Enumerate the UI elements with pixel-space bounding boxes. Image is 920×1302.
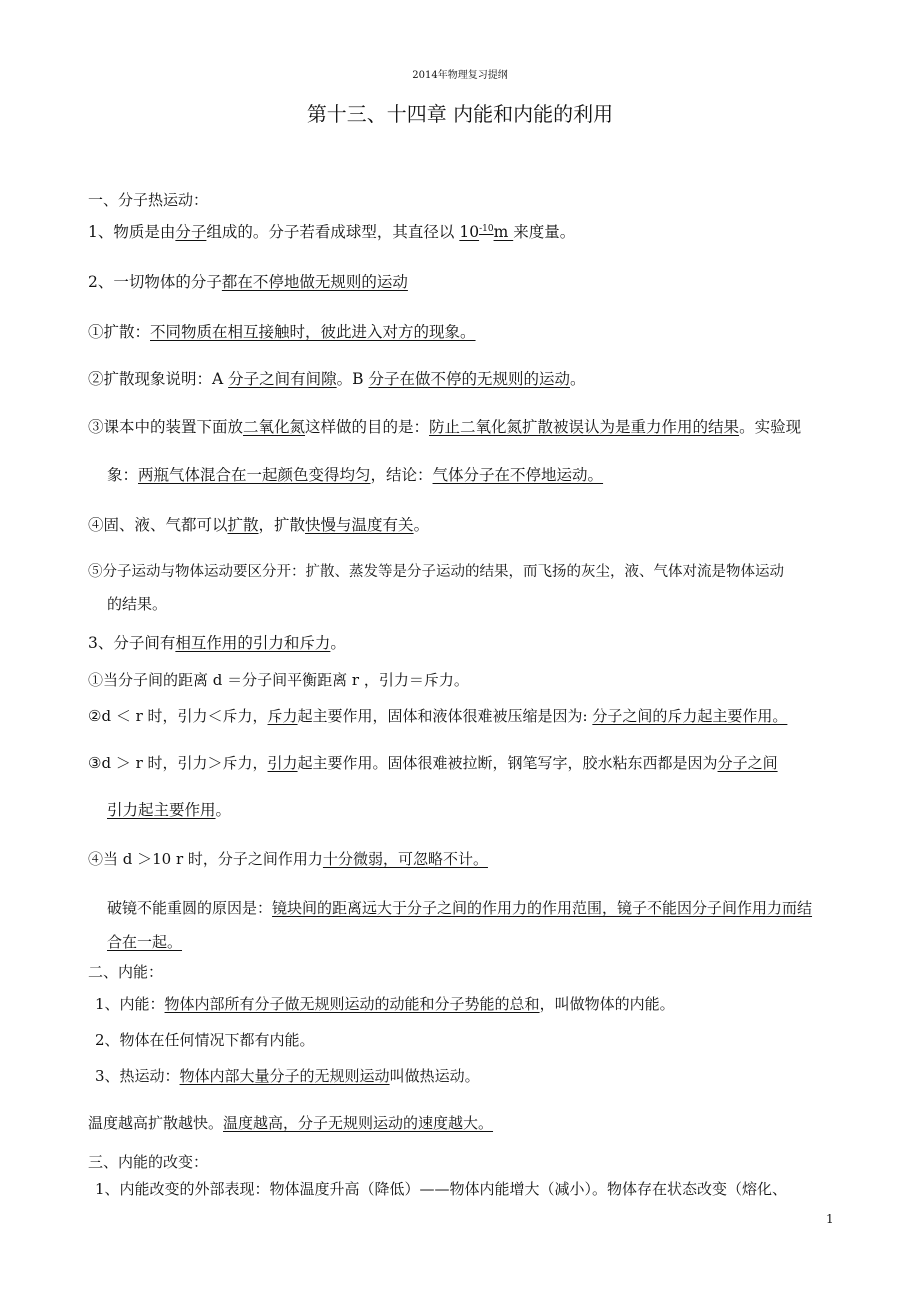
text-line [107, 594, 167, 614]
underlined-answer: 引力 [267, 754, 298, 772]
underlined-answer: 合在一起。 [107, 933, 183, 951]
text-line [88, 633, 346, 653]
text-line [88, 706, 787, 726]
text-segment: 。实验现 [739, 418, 802, 436]
text-segment: 象： [107, 466, 139, 484]
text-line [88, 322, 476, 342]
underlined-answer: 引力起主要作用 [107, 801, 216, 819]
text-segment: 一、分子热运动： [88, 191, 209, 209]
text-segment: 二、内能： [88, 963, 164, 981]
text-segment: ，结论： [370, 466, 433, 484]
underlined-answer: m [493, 223, 514, 241]
text-segment: 1、物质是由 [88, 223, 176, 241]
text-line [107, 932, 182, 952]
page-header: 2014年物理复习提纲 [412, 70, 508, 81]
underlined-answer: 气体分子在不停地运动。 [432, 466, 604, 484]
text-segment: ⑤分子运动与物体运动要区分开：扩散、蒸发等是分子运动的结果，而飞扬的灰尘，液、气体对流是物体运动 [88, 564, 784, 580]
text-line [88, 1113, 493, 1133]
text-line [88, 849, 488, 869]
underlined-answer: 斥力 [267, 707, 298, 725]
text-line [95, 994, 675, 1014]
underlined-answer: 扩散 [227, 516, 259, 534]
text-segment: 起主要作用，固体和液体很难被压缩是因为: [297, 707, 593, 725]
underlined-answer: 二氧化氮 [243, 418, 306, 436]
text-segment: 组成的。分子若看成球型，其直径以 [206, 223, 460, 241]
text-line [88, 962, 163, 982]
text-line [88, 753, 778, 773]
underlined-answer: 分子在做不停的无规则的运动 [368, 370, 570, 388]
underlined-answer: 温度越高，分子无规则运动的速度越大。 [223, 1114, 494, 1132]
text-line [88, 369, 586, 389]
text-segment: 起主要作用。固体很难被拉断，钢笔写字，胶水粘东西都是因为 [297, 754, 718, 772]
text-segment: 来度量。 [513, 223, 576, 241]
text-line [88, 670, 469, 690]
underlined-answer: 相互作用的引力和斥力 [175, 634, 331, 652]
text-segment: 。 [569, 370, 586, 388]
text-segment: ，叫做物体的内能。 [539, 995, 675, 1013]
text-segment: ②扩散现象说明：A [88, 370, 229, 388]
text-line [88, 515, 429, 535]
text-line [88, 222, 575, 242]
text-segment: ②d ＜ r 时，引力＜斥力， [88, 707, 268, 725]
text-line [107, 800, 231, 820]
text-segment: 。 [413, 516, 430, 534]
text-segment: 。 [330, 634, 346, 652]
text-segment: 破镜不能重圆的原因是： [107, 899, 273, 917]
text-line [88, 190, 208, 210]
underlined-answer: -10 [479, 224, 494, 234]
text-line [88, 272, 408, 292]
underlined-answer: 不同物质在相互接触时，彼此进入对方的现象。 [150, 323, 476, 341]
underlined-answer: 十分微弱，可忽略不计。 [322, 850, 488, 868]
underlined-answer: 物体内部所有分子做无规则运动的动能和分子势能的总和 [164, 995, 540, 1013]
underlined-answer: 分子之间有间隙 [228, 370, 337, 388]
text-segment: 1、内能改变的外部表现：物体温度升高（降低）——物体内能增大（减小）。物体存在状态改变（熔化、 [95, 1180, 788, 1198]
underlined-answer: 都在不停地做无规则的运动 [221, 273, 408, 291]
underlined-answer: 防止二氧化氮扩散被误认为是重力作用的结果 [429, 418, 740, 436]
text-segment: 的结果。 [107, 595, 168, 613]
underlined-answer: 10 [459, 223, 480, 241]
page-number: 1 [826, 1212, 834, 1226]
underlined-answer: 物体内部大量分子的无规则运动 [179, 1067, 390, 1085]
text-segment: 这样做的目的是： [305, 418, 430, 436]
text-segment: 温度越高扩散越快。 [88, 1114, 224, 1132]
text-line [95, 1066, 480, 1086]
text-line [107, 898, 812, 918]
text-segment: 叫做热运动。 [389, 1067, 480, 1085]
text-segment: ①当分子间的距离 d ＝分子间平衡距离 r ，引力＝斥力。 [88, 671, 469, 689]
underlined-answer: 分子 [175, 223, 207, 241]
text-segment: 。 [215, 801, 232, 819]
text-line [88, 417, 801, 437]
underlined-answer: 分子之间的斥力起主要作用。 [592, 707, 788, 725]
underlined-answer: 两瓶气体混合在一起颜色变得均匀 [138, 466, 371, 484]
text-line [107, 465, 603, 485]
text-segment: ，扩散 [258, 516, 306, 534]
text-segment: 2、物体在任何情况下都有内能。 [95, 1031, 315, 1049]
text-line [88, 562, 784, 582]
text-segment: 1、内能： [95, 995, 165, 1013]
text-segment: ④固、液、气都可以 [88, 516, 228, 534]
text-line [88, 1152, 208, 1172]
text-segment: 3、热运动： [95, 1067, 180, 1085]
text-segment: 3、分子间有 [88, 634, 176, 652]
text-segment: ③d ＞ r 时，引力＞斥力， [88, 754, 268, 772]
text-segment: ④当 d ＞10 r 时，分子之间作用力 [88, 850, 323, 868]
page-title: 第十三、十四章 内能和内能的利用 [306, 102, 614, 126]
text-segment: ③课本中的装置下面放 [88, 418, 244, 436]
text-segment: 三、内能的改变： [88, 1153, 209, 1171]
underlined-answer: 镜块间的距离远大于分子之间的作用力的作用范围，镜子不能因分子间作用力而结 [272, 899, 813, 917]
text-segment: 。B [336, 370, 369, 388]
underlined-answer: 分子之间 [717, 754, 778, 772]
text-segment: 2、一切物体的分子 [88, 273, 222, 291]
underlined-answer: 快慢与温度有关 [305, 516, 414, 534]
text-line [95, 1179, 787, 1199]
text-line [95, 1030, 315, 1050]
text-segment: ①扩散： [88, 323, 151, 341]
